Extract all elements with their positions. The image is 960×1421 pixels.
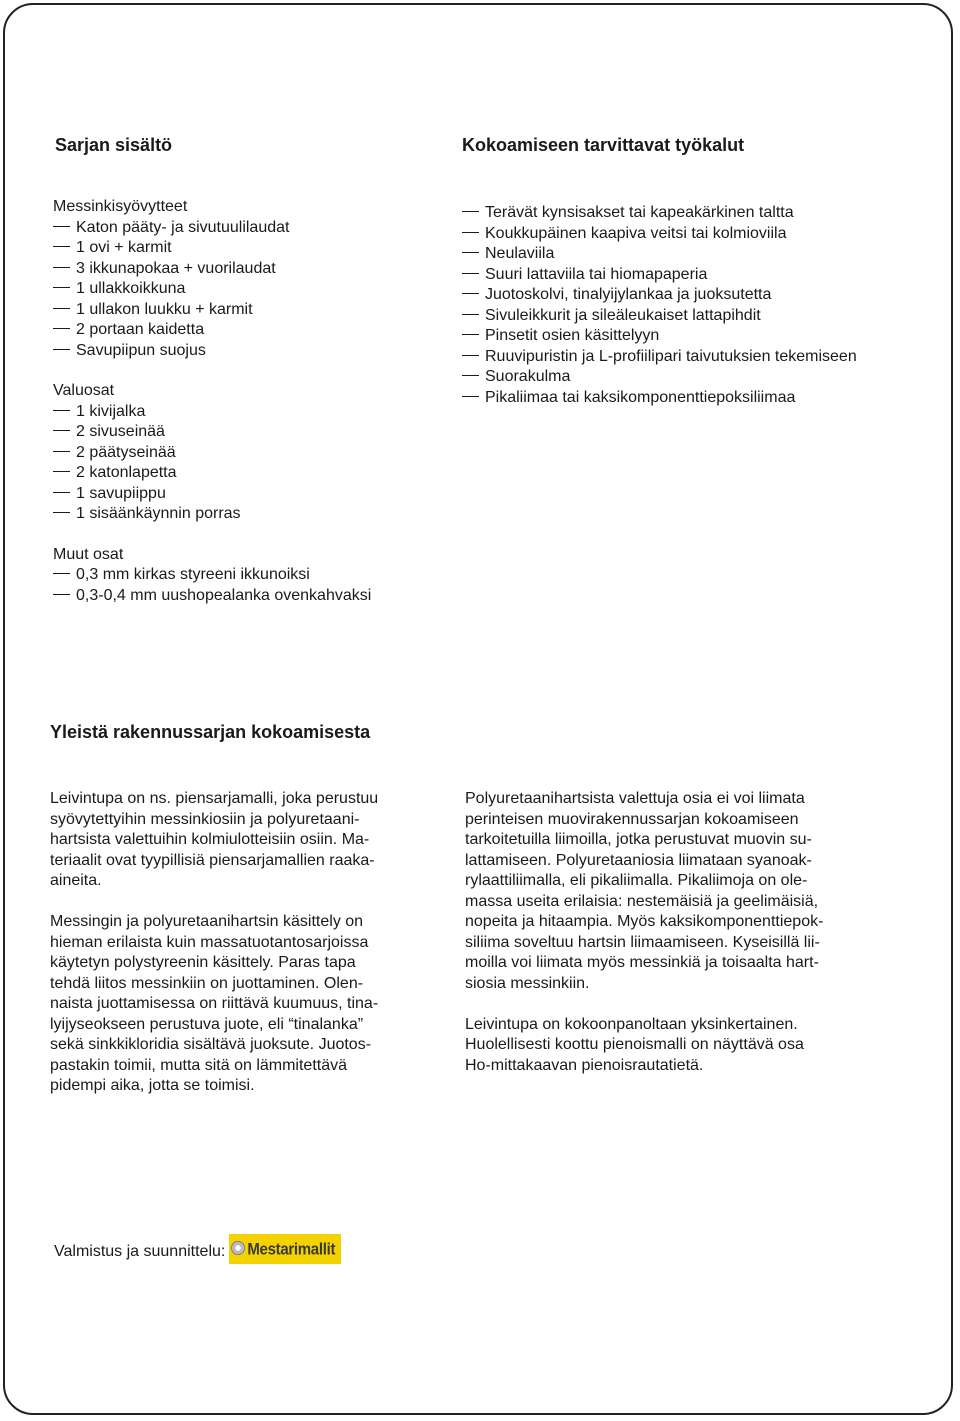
paragraph-line: tehdä liitos messinkiin on juottaminen. Olen- (50, 974, 364, 992)
list-item-label: 2 päätyseinää (76, 443, 176, 461)
tool-item-label: Suorakulma (485, 368, 571, 385)
dash-icon (462, 375, 479, 376)
list-item-label: Katon pääty- ja sivutuulilaudat (76, 218, 290, 236)
tool-item (462, 347, 857, 368)
list-item-label: 1 ullakkoikkuna (76, 280, 186, 297)
paragraph-line: siliima soveltuu hartsin liimaamiseen. Kyseisillä lii- (465, 933, 820, 951)
tool-item (462, 285, 857, 306)
paragraph-line: rylaattiliimalla, eli pikaliimalla. Pikaliimoja on ole- (465, 872, 808, 889)
list-item-label: 0,3 mm kirkas styreeni ikkunoiksi (76, 566, 310, 583)
general-heading: Yleistä rakennussarjan kokoamisesta (50, 722, 371, 742)
paragraph-line: perinteisen muovirakennussarjan kokoamiseen (465, 810, 799, 828)
paragraph-line: Polyuretaanihartsista valettuja osia ei voi liimata (465, 790, 805, 807)
list-item-label: 1 ullakon luukku + karmit (76, 300, 253, 318)
paragraph-line: syövytettyihin messinkiosiin ja polyuretaani- (50, 810, 360, 828)
list-item (53, 504, 371, 525)
list-item (53, 484, 371, 505)
logo-disc-icon (231, 1241, 245, 1255)
paragraph (50, 789, 420, 892)
list-item (53, 320, 371, 341)
logo-text: Mestarimallit (247, 1239, 336, 1259)
list-item-label: 0,3-0,4 mm uushopealanka ovenkahvaksi (76, 586, 372, 604)
paragraph-line: Huolellisesti koottu pienoismalli on näyttävä osa (465, 1036, 804, 1053)
list-item (53, 586, 371, 607)
list-item-label: 1 sisäänkäynnin porras (76, 505, 241, 522)
paragraph-line: nopeita ja hitaampia. Myös kaksikomponenttiepok- (465, 913, 824, 930)
contents-heading: Sarjan sisältö (55, 135, 173, 155)
tool-item-label: Neulaviila (485, 245, 555, 262)
dash-icon (53, 287, 70, 288)
tool-item (462, 224, 857, 245)
paragraph-line: lyijyseokseen perustuva juote, eli “tinalanka” (50, 1015, 364, 1033)
dash-icon (53, 410, 70, 411)
tool-item-label: Koukkupäinen kaapiva veitsi tai kolmioviila (485, 224, 787, 242)
list-item (53, 279, 371, 300)
list-item-label: 1 savupiippu (76, 484, 166, 502)
list-item-label: 2 sivuseinää (76, 423, 165, 440)
dash-icon (53, 349, 70, 350)
tool-item (462, 244, 857, 265)
group-spacer (53, 525, 371, 545)
paragraph-line: Leivintupa on ns. piensarjamalli, joka perustuu (50, 790, 379, 807)
paragraph-line: lattamiseen. Polyuretaaniosia liimataan syanoak- (465, 851, 812, 869)
dash-icon (53, 594, 70, 595)
dash-icon (53, 267, 70, 268)
dash-icon (53, 308, 70, 309)
paragraph-line: käytetyn polystyreenin käsittely. Paras tapa (50, 954, 356, 971)
paragraph-line: pastakin toimii, mutta sitä on lämmitettävä (50, 1056, 348, 1074)
tool-item-label: Suuri lattaviila tai hiomapaperia (485, 265, 708, 283)
dash-icon (462, 396, 479, 397)
dash-icon (462, 334, 479, 335)
paragraph-line: moilla voi liimata myös messinkiä ja toisaalta hart- (465, 954, 819, 971)
list-item-label: 2 katonlapetta (76, 464, 177, 481)
paragraph-line: naista juottamisessa on riittävä kuumuus, tina- (50, 995, 379, 1012)
tools-heading: Kokoamiseen tarvittavat työkalut (462, 135, 745, 155)
dash-icon (53, 451, 70, 452)
dash-icon (53, 471, 70, 472)
group-spacer (53, 361, 371, 381)
paragraph-line: Messingin ja polyuretaanihartsin käsittely on (50, 913, 364, 930)
tools-list (462, 203, 857, 408)
dash-icon (53, 328, 70, 329)
dash-icon (462, 355, 479, 356)
tool-item-label: Pinsetit osien käsittelyyn (485, 327, 660, 344)
paragraph-line: sekä sinkkikloridia sisältävä juoksute. Juotos- (50, 1036, 372, 1053)
tool-item-label: Ruuvipuristin ja L-profiilipari taivutuksien tekemiseen (485, 347, 857, 365)
tool-item-label: Pikaliimaa tai kaksikomponenttiepoksiliimaa (485, 388, 796, 406)
paragraph-line: teriaalit ovat tyypillisiä piensarjamallien raaka- (50, 851, 375, 869)
paragraph-line: hieman erilaista kuin massatuotantosarjoissa (50, 933, 369, 951)
dash-icon (462, 252, 479, 253)
tool-item-label: Sivuleikkurit ja sileäleukaiset lattapihdit (485, 306, 761, 324)
paragraph-line: pidempi aika, jotta se toimisi. (50, 1077, 255, 1094)
list-item (53, 238, 371, 259)
paragraph-line: Ho-mittakaavan pienoisrautatietä. (465, 1056, 704, 1074)
list-item (53, 218, 371, 239)
dash-icon (462, 314, 479, 315)
list-item-label: 2 portaan kaidetta (76, 321, 205, 338)
list-item-label: 3 ikkunapokaa + vuorilaudat (76, 259, 276, 277)
list-item (53, 565, 371, 586)
list-item (53, 300, 371, 321)
footer (54, 1232, 341, 1266)
general-right-column (465, 789, 835, 1097)
footer-label: Valmistus ja suunnittelu: (54, 1243, 226, 1260)
dash-icon (462, 232, 479, 233)
group-title: Messinkisyövytteet (53, 198, 188, 215)
paragraph-line: massa useita erilaisia: nestemäisiä ja geelimäisiä, (465, 892, 819, 910)
tool-item (462, 203, 857, 224)
tool-item-label: Juotoskolvi, tinalyijylankaa ja juoksutetta (485, 286, 772, 303)
general-left-column (50, 789, 420, 1117)
dash-icon (53, 430, 70, 431)
list-item (53, 443, 371, 464)
dash-icon (462, 211, 479, 212)
paragraph-line: siosia messinkiin. (465, 974, 590, 992)
dash-icon (462, 293, 479, 294)
dash-icon (462, 273, 479, 274)
paragraph (465, 789, 835, 994)
list-item-label: Savupiipun suojus (76, 341, 206, 359)
list-item (53, 341, 371, 362)
list-item-label: 1 kivijalka (76, 402, 146, 420)
paragraph-line: aineita. (50, 872, 102, 889)
dash-icon (53, 492, 70, 493)
contents-list (53, 197, 371, 606)
dash-icon (53, 573, 70, 574)
paragraph-line: tarkoitetuilla liimoilla, jotka perustuvat muovin su- (465, 831, 812, 848)
list-item (53, 463, 371, 484)
list-item-label: 1 ovi + karmit (76, 239, 172, 256)
dash-icon (53, 246, 70, 247)
dash-icon (53, 512, 70, 513)
tool-item (462, 388, 857, 409)
tool-item (462, 265, 857, 286)
group-title: Valuosat (53, 382, 115, 399)
list-item (53, 402, 371, 423)
tool-item (462, 367, 857, 388)
list-item (53, 422, 371, 443)
tool-item (462, 306, 857, 327)
paragraph-line: hartsista valettuihin kolmiulotteisiin osiin. Ma- (50, 831, 370, 848)
paragraph (465, 1015, 835, 1077)
tool-item-label: Terävät kynsisakset tai kapeakärkinen taltta (485, 204, 794, 221)
paragraph (50, 912, 420, 1097)
paragraph-line: Leivintupa on kokoonpanoltaan yksinkertainen. (465, 1015, 798, 1033)
dash-icon (53, 226, 70, 227)
group-title: Muut osat (53, 545, 124, 563)
list-item (53, 259, 371, 280)
mestarimallit-logo (229, 1234, 341, 1264)
tool-item (462, 326, 857, 347)
